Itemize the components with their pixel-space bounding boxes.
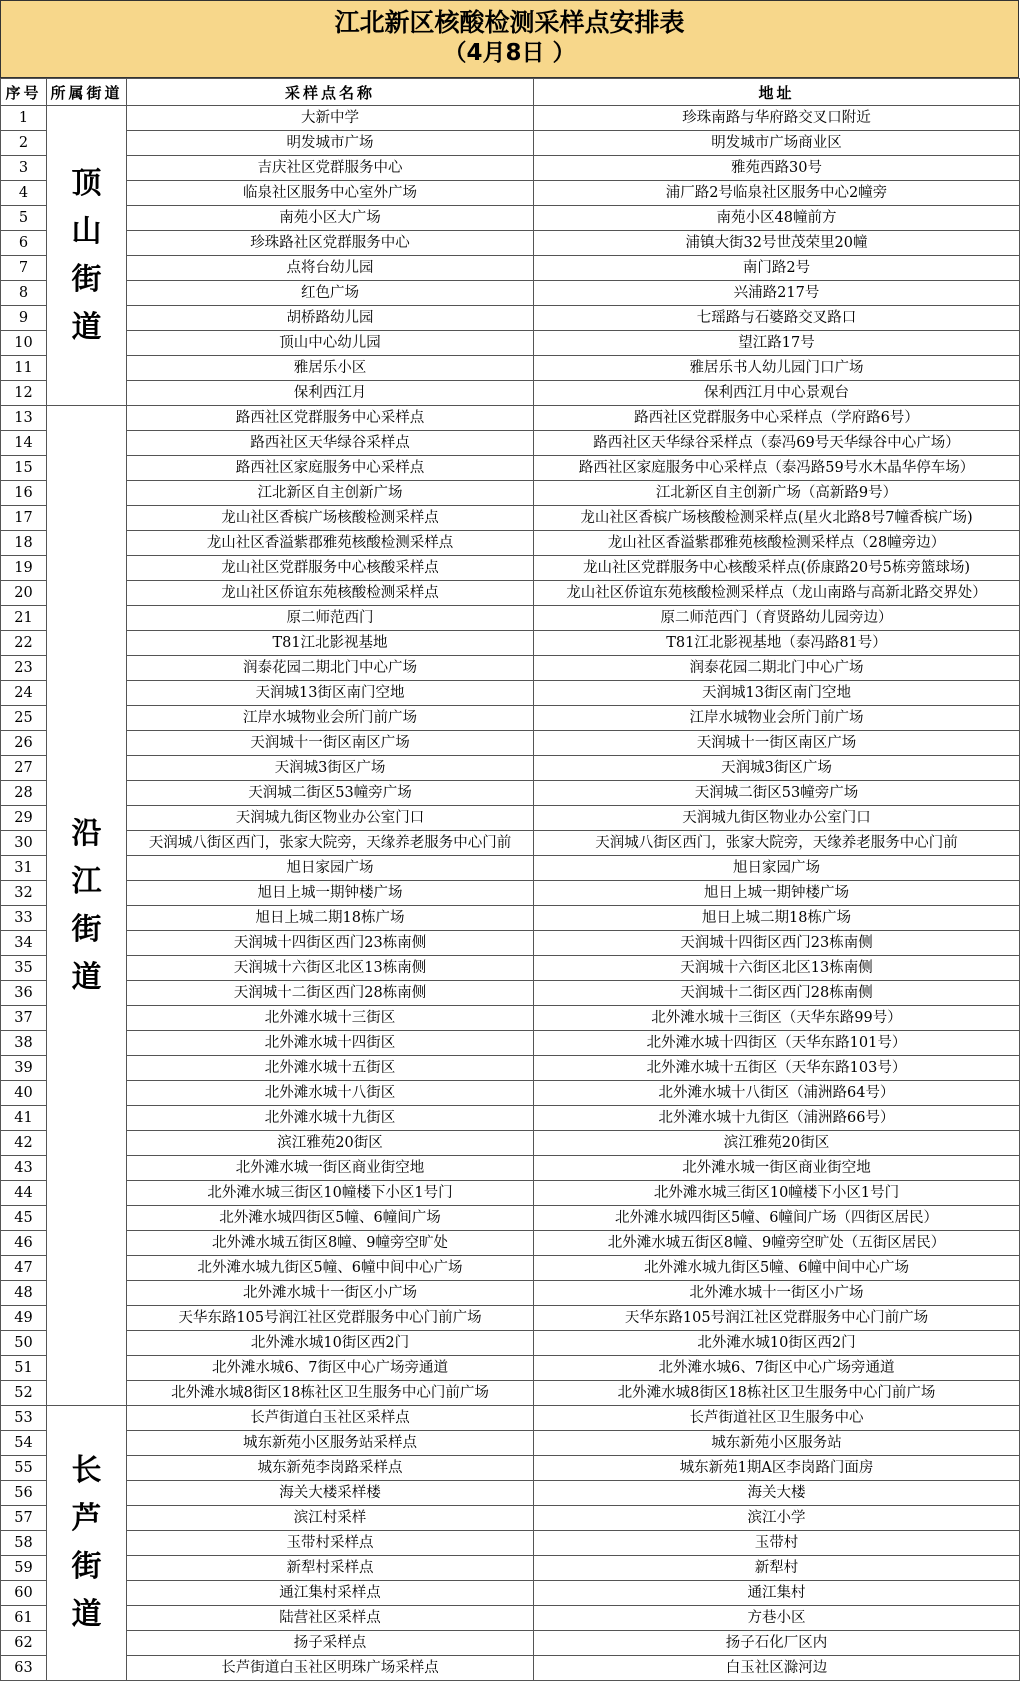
site-address: 天润城十四街区西门23栋南侧 <box>534 931 1020 956</box>
row-number: 7 <box>1 256 47 281</box>
site-address: 北外滩水城十八街区（浦洲路64号） <box>534 1081 1020 1106</box>
site-address: 北外滩水城8街区18栋社区卫生服务中心门前广场 <box>534 1381 1020 1406</box>
table-row <box>1 256 1020 281</box>
table-row <box>1 1331 1020 1356</box>
site-name: 北外滩水城一街区商业街空地 <box>127 1156 534 1181</box>
site-name: 吉庆社区党群服务中心 <box>127 156 534 181</box>
table-row <box>1 1656 1020 1681</box>
row-number: 57 <box>1 1506 47 1531</box>
row-number: 22 <box>1 631 47 656</box>
row-number: 49 <box>1 1306 47 1331</box>
table-row <box>1 356 1020 381</box>
site-address: 浦厂路2号临泉社区服务中心2幢旁 <box>534 181 1020 206</box>
table-row <box>1 656 1020 681</box>
row-number: 4 <box>1 181 47 206</box>
site-address: T81江北影视基地（泰冯路81号） <box>534 631 1020 656</box>
row-number: 26 <box>1 731 47 756</box>
site-address: 天润城十一街区南区广场 <box>534 731 1020 756</box>
row-number: 58 <box>1 1531 47 1556</box>
site-name: 北外滩水城十八街区 <box>127 1081 534 1106</box>
site-name: 顶山中心幼儿园 <box>127 331 534 356</box>
site-name: 长芦街道白玉社区采样点 <box>127 1406 534 1431</box>
site-name: 明发城市广场 <box>127 131 534 156</box>
table-row <box>1 1606 1020 1631</box>
table-row <box>1 1406 1020 1431</box>
table-row <box>1 1106 1020 1131</box>
row-number: 17 <box>1 506 47 531</box>
table-row <box>1 531 1020 556</box>
table-row <box>1 581 1020 606</box>
table-row <box>1 181 1020 206</box>
site-name: 天润城九街区物业办公室门口 <box>127 806 534 831</box>
row-number: 36 <box>1 981 47 1006</box>
table-row <box>1 1031 1020 1056</box>
site-name: 天润城八街区西门，张家大院旁，天缘养老服务中心门前 <box>127 831 534 856</box>
site-name: 保利西江月 <box>127 381 534 406</box>
site-name: 龙山社区香槟广场核酸检测采样点 <box>127 506 534 531</box>
site-name: 天润城13街区南门空地 <box>127 681 534 706</box>
row-number: 61 <box>1 1606 47 1631</box>
site-address: 龙山社区香槟广场核酸检测采样点(星火北路8号7幢香槟广场) <box>534 506 1020 531</box>
page-date: （4月8日 ） <box>443 40 576 66</box>
row-number: 41 <box>1 1106 47 1131</box>
table-row <box>1 631 1020 656</box>
table-row <box>1 831 1020 856</box>
site-address: 长芦街道社区卫生服务中心 <box>534 1406 1020 1431</box>
table-row <box>1 231 1020 256</box>
header-address: 地址 <box>534 79 1020 106</box>
site-address: 北外滩水城十三街区（天华东路99号） <box>534 1006 1020 1031</box>
table-row <box>1 281 1020 306</box>
row-number: 28 <box>1 781 47 806</box>
street-name-label: 沿江街道 <box>71 815 102 995</box>
site-name: 珍珠路社区党群服务中心 <box>127 231 534 256</box>
table-row <box>1 456 1020 481</box>
table-row <box>1 756 1020 781</box>
table-row <box>1 381 1020 406</box>
table-row <box>1 1456 1020 1481</box>
table-row <box>1 306 1020 331</box>
site-address: 旭日上城二期18栋广场 <box>534 906 1020 931</box>
site-name: 天华东路105号润江社区党群服务中心门前广场 <box>127 1306 534 1331</box>
site-name: 旭日家园广场 <box>127 856 534 881</box>
table-row <box>1 881 1020 906</box>
row-number: 42 <box>1 1131 47 1156</box>
site-name: 扬子采样点 <box>127 1631 534 1656</box>
table-row <box>1 556 1020 581</box>
site-name: T81江北影视基地 <box>127 631 534 656</box>
site-address: 新犁村 <box>534 1556 1020 1581</box>
site-name: 北外滩水城四街区5幢、6幢间广场 <box>127 1206 534 1231</box>
site-address: 七瑶路与石婆路交叉路口 <box>534 306 1020 331</box>
site-address: 路西社区党群服务中心采样点（学府路6号） <box>534 406 1020 431</box>
row-number: 53 <box>1 1406 47 1431</box>
table-row <box>1 706 1020 731</box>
site-name: 北外滩水城五街区8幢、9幢旁空旷处 <box>127 1231 534 1256</box>
row-number: 34 <box>1 931 47 956</box>
table-row <box>1 606 1020 631</box>
row-number: 60 <box>1 1581 47 1606</box>
site-address: 浦镇大街32号世茂荣里20幢 <box>534 231 1020 256</box>
row-number: 38 <box>1 1031 47 1056</box>
site-name: 天润城十二街区西门28栋南侧 <box>127 981 534 1006</box>
row-number: 56 <box>1 1481 47 1506</box>
table-row <box>1 331 1020 356</box>
row-number: 43 <box>1 1156 47 1181</box>
site-address: 龙山社区党群服务中心核酸采样点(侨康路20号5栋旁篮球场) <box>534 556 1020 581</box>
header-street: 所属街道 <box>47 79 127 106</box>
row-number: 31 <box>1 856 47 881</box>
site-name: 北外滩水城九街区5幢、6幢中间中心广场 <box>127 1256 534 1281</box>
site-address: 北外滩水城十五街区（天华东路103号） <box>534 1056 1020 1081</box>
header-no: 序号 <box>1 79 47 106</box>
row-number: 63 <box>1 1656 47 1681</box>
row-number: 44 <box>1 1181 47 1206</box>
row-number: 6 <box>1 231 47 256</box>
site-name: 雅居乐小区 <box>127 356 534 381</box>
site-address: 天润城八街区西门，张家大院旁，天缘养老服务中心门前 <box>534 831 1020 856</box>
table-row <box>1 1156 1020 1181</box>
row-number: 8 <box>1 281 47 306</box>
site-name: 旭日上城二期18栋广场 <box>127 906 534 931</box>
table-body <box>1 106 1020 1681</box>
row-number: 48 <box>1 1281 47 1306</box>
table-row <box>1 956 1020 981</box>
table-row <box>1 1206 1020 1231</box>
site-address: 旭日家园广场 <box>534 856 1020 881</box>
table-row <box>1 1281 1020 1306</box>
site-name: 路西社区党群服务中心采样点 <box>127 406 534 431</box>
site-name: 胡桥路幼儿园 <box>127 306 534 331</box>
table-row <box>1 1556 1020 1581</box>
site-address: 旭日上城一期钟楼广场 <box>534 881 1020 906</box>
row-number: 55 <box>1 1456 47 1481</box>
row-number: 12 <box>1 381 47 406</box>
site-name: 北外滩水城三街区10幢楼下小区1号门 <box>127 1181 534 1206</box>
table-row <box>1 731 1020 756</box>
table-row <box>1 1306 1020 1331</box>
site-name: 大新中学 <box>127 106 534 131</box>
table-row <box>1 1506 1020 1531</box>
street-name <box>47 106 127 406</box>
table-row <box>1 931 1020 956</box>
site-address: 方巷小区 <box>534 1606 1020 1631</box>
site-name: 城东新苑小区服务站采样点 <box>127 1431 534 1456</box>
row-number: 27 <box>1 756 47 781</box>
row-number: 20 <box>1 581 47 606</box>
site-address: 路西社区天华绿谷采样点（泰冯69号天华绿谷中心广场） <box>534 431 1020 456</box>
site-address: 江北新区自主创新广场（高新路9号） <box>534 481 1020 506</box>
site-name: 临泉社区服务中心室外广场 <box>127 181 534 206</box>
site-address: 北外滩水城6、7街区中心广场旁通道 <box>534 1356 1020 1381</box>
table-row <box>1 481 1020 506</box>
site-name: 通江集村采样点 <box>127 1581 534 1606</box>
row-number: 52 <box>1 1381 47 1406</box>
site-name: 天润城十四街区西门23栋南侧 <box>127 931 534 956</box>
site-address: 北外滩水城五街区8幢、9幢旁空旷处（五街区居民） <box>534 1231 1020 1256</box>
site-address: 天润城十二街区西门28栋南侧 <box>534 981 1020 1006</box>
row-number: 16 <box>1 481 47 506</box>
site-address: 润泰花园二期北门中心广场 <box>534 656 1020 681</box>
site-name: 路西社区家庭服务中心采样点 <box>127 456 534 481</box>
table-row <box>1 1056 1020 1081</box>
row-number: 25 <box>1 706 47 731</box>
site-name: 滨江雅苑20街区 <box>127 1131 534 1156</box>
site-name: 路西社区天华绿谷采样点 <box>127 431 534 456</box>
site-name: 龙山社区党群服务中心核酸采样点 <box>127 556 534 581</box>
site-address: 兴浦路217号 <box>534 281 1020 306</box>
title-banner <box>0 0 1019 78</box>
table-row <box>1 106 1020 131</box>
row-number: 40 <box>1 1081 47 1106</box>
row-number: 46 <box>1 1231 47 1256</box>
site-name: 北外滩水城十九街区 <box>127 1106 534 1131</box>
header-row <box>1 79 1020 106</box>
site-address: 南门路2号 <box>534 256 1020 281</box>
table-row <box>1 506 1020 531</box>
row-number: 24 <box>1 681 47 706</box>
site-name: 滨江村采样 <box>127 1506 534 1531</box>
table-row <box>1 806 1020 831</box>
row-number: 21 <box>1 606 47 631</box>
site-name: 北外滩水城十三街区 <box>127 1006 534 1031</box>
site-name: 北外滩水城十四街区 <box>127 1031 534 1056</box>
row-number: 23 <box>1 656 47 681</box>
table-row <box>1 206 1020 231</box>
table-row <box>1 1181 1020 1206</box>
site-address: 天润城3街区广场 <box>534 756 1020 781</box>
site-name: 新犁村采样点 <box>127 1556 534 1581</box>
site-address: 天润城十六街区北区13栋南侧 <box>534 956 1020 981</box>
site-name: 城东新苑李岗路采样点 <box>127 1456 534 1481</box>
site-address: 北外滩水城十九街区（浦洲路66号） <box>534 1106 1020 1131</box>
table-row <box>1 1531 1020 1556</box>
site-name: 北外滩水城8街区18栋社区卫生服务中心门前广场 <box>127 1381 534 1406</box>
row-number: 59 <box>1 1556 47 1581</box>
row-number: 9 <box>1 306 47 331</box>
row-number: 11 <box>1 356 47 381</box>
table-row <box>1 906 1020 931</box>
site-address: 南苑小区48幢前方 <box>534 206 1020 231</box>
site-address: 北外滩水城四街区5幢、6幢间广场（四街区居民） <box>534 1206 1020 1231</box>
table-row <box>1 856 1020 881</box>
row-number: 32 <box>1 881 47 906</box>
row-number: 13 <box>1 406 47 431</box>
site-address: 城东新苑小区服务站 <box>534 1431 1020 1456</box>
table-row <box>1 781 1020 806</box>
site-name: 江岸水城物业会所门前广场 <box>127 706 534 731</box>
row-number: 33 <box>1 906 47 931</box>
site-address: 龙山社区香溢紫郡雅苑核酸检测采样点（28幢旁边） <box>534 531 1020 556</box>
site-address: 北外滩水城一街区商业街空地 <box>534 1156 1020 1181</box>
row-number: 62 <box>1 1631 47 1656</box>
site-address: 望江路17号 <box>534 331 1020 356</box>
street-name <box>47 406 127 1406</box>
row-number: 30 <box>1 831 47 856</box>
site-name: 北外滩水城10街区西2门 <box>127 1331 534 1356</box>
row-number: 1 <box>1 106 47 131</box>
site-address: 滨江雅苑20街区 <box>534 1131 1020 1156</box>
site-address: 江岸水城物业会所门前广场 <box>534 706 1020 731</box>
site-address: 玉带村 <box>534 1531 1020 1556</box>
site-name: 江北新区自主创新广场 <box>127 481 534 506</box>
site-address: 雅苑西路30号 <box>534 156 1020 181</box>
table-row <box>1 431 1020 456</box>
table-row <box>1 1481 1020 1506</box>
table-row <box>1 406 1020 431</box>
site-address: 天润城九街区物业办公室门口 <box>534 806 1020 831</box>
table-row <box>1 1131 1020 1156</box>
row-number: 35 <box>1 956 47 981</box>
table-row <box>1 1356 1020 1381</box>
row-number: 47 <box>1 1256 47 1281</box>
site-name: 玉带村采样点 <box>127 1531 534 1556</box>
table-row <box>1 1256 1020 1281</box>
table-row <box>1 1581 1020 1606</box>
table-row <box>1 681 1020 706</box>
site-address: 保利西江月中心景观台 <box>534 381 1020 406</box>
site-name: 北外滩水城6、7街区中心广场旁通道 <box>127 1356 534 1381</box>
row-number: 51 <box>1 1356 47 1381</box>
site-name: 北外滩水城十五街区 <box>127 1056 534 1081</box>
site-address: 北外滩水城10街区西2门 <box>534 1331 1020 1356</box>
site-address: 龙山社区侨谊东苑核酸检测采样点（龙山南路与高新北路交界处） <box>534 581 1020 606</box>
table-row <box>1 1231 1020 1256</box>
site-name: 润泰花园二期北门中心广场 <box>127 656 534 681</box>
row-number: 50 <box>1 1331 47 1356</box>
table-row <box>1 1006 1020 1031</box>
site-name: 天润城二街区53幢旁广场 <box>127 781 534 806</box>
table-row <box>1 156 1020 181</box>
table-row <box>1 1381 1020 1406</box>
row-number: 54 <box>1 1431 47 1456</box>
site-address: 珍珠南路与华府路交叉口附近 <box>534 106 1020 131</box>
site-address: 北外滩水城十一街区小广场 <box>534 1281 1020 1306</box>
row-number: 29 <box>1 806 47 831</box>
site-name: 南苑小区大广场 <box>127 206 534 231</box>
site-name: 龙山社区香溢紫郡雅苑核酸检测采样点 <box>127 531 534 556</box>
row-number: 18 <box>1 531 47 556</box>
site-address: 天润城13街区南门空地 <box>534 681 1020 706</box>
site-address: 海关大楼 <box>534 1481 1020 1506</box>
sampling-table <box>0 78 1020 1681</box>
site-address: 路西社区家庭服务中心采样点（泰冯路59号水木晶华停车场） <box>534 456 1020 481</box>
table-row <box>1 1081 1020 1106</box>
row-number: 15 <box>1 456 47 481</box>
site-address: 北外滩水城三街区10幢楼下小区1号门 <box>534 1181 1020 1206</box>
site-address: 明发城市广场商业区 <box>534 131 1020 156</box>
row-number: 5 <box>1 206 47 231</box>
row-number: 2 <box>1 131 47 156</box>
street-name <box>47 1406 127 1681</box>
site-name: 龙山社区侨谊东苑核酸检测采样点 <box>127 581 534 606</box>
site-address: 北外滩水城九街区5幢、6幢中间中心广场 <box>534 1256 1020 1281</box>
site-name: 北外滩水城十一街区小广场 <box>127 1281 534 1306</box>
site-address: 雅居乐书人幼儿园门口广场 <box>534 356 1020 381</box>
site-name: 原二师范西门 <box>127 606 534 631</box>
row-number: 45 <box>1 1206 47 1231</box>
site-address: 天华东路105号润江社区党群服务中心门前广场 <box>534 1306 1020 1331</box>
row-number: 37 <box>1 1006 47 1031</box>
site-name: 天润城十六街区北区13栋南侧 <box>127 956 534 981</box>
table-row <box>1 981 1020 1006</box>
site-address: 城东新苑1期A区李岗路门面房 <box>534 1456 1020 1481</box>
table-row <box>1 131 1020 156</box>
site-address: 通江集村 <box>534 1581 1020 1606</box>
page-title: 江北新区核酸检测采样点安排表 <box>334 8 685 37</box>
site-name: 长芦街道白玉社区明珠广场采样点 <box>127 1656 534 1681</box>
table-row <box>1 1631 1020 1656</box>
site-name: 海关大楼采样楼 <box>127 1481 534 1506</box>
table-row <box>1 1431 1020 1456</box>
row-number: 19 <box>1 556 47 581</box>
site-address: 北外滩水城十四街区（天华东路101号） <box>534 1031 1020 1056</box>
row-number: 14 <box>1 431 47 456</box>
site-address: 原二师范西门（育贤路幼儿园旁边） <box>534 606 1020 631</box>
site-name: 红色广场 <box>127 281 534 306</box>
site-address: 扬子石化厂区内 <box>534 1631 1020 1656</box>
row-number: 39 <box>1 1056 47 1081</box>
street-name-label: 顶山街道 <box>71 165 102 345</box>
row-number: 3 <box>1 156 47 181</box>
site-address: 滨江小学 <box>534 1506 1020 1531</box>
site-name: 天润城十一街区南区广场 <box>127 731 534 756</box>
site-name: 陆营社区采样点 <box>127 1606 534 1631</box>
header-site: 采样点名称 <box>127 79 534 106</box>
row-number: 10 <box>1 331 47 356</box>
site-address: 白玉社区滁河边 <box>534 1656 1020 1681</box>
site-name: 旭日上城一期钟楼广场 <box>127 881 534 906</box>
site-address: 天润城二街区53幢旁广场 <box>534 781 1020 806</box>
site-name: 天润城3街区广场 <box>127 756 534 781</box>
site-name: 点将台幼儿园 <box>127 256 534 281</box>
street-name-label: 长芦街道 <box>71 1453 102 1632</box>
